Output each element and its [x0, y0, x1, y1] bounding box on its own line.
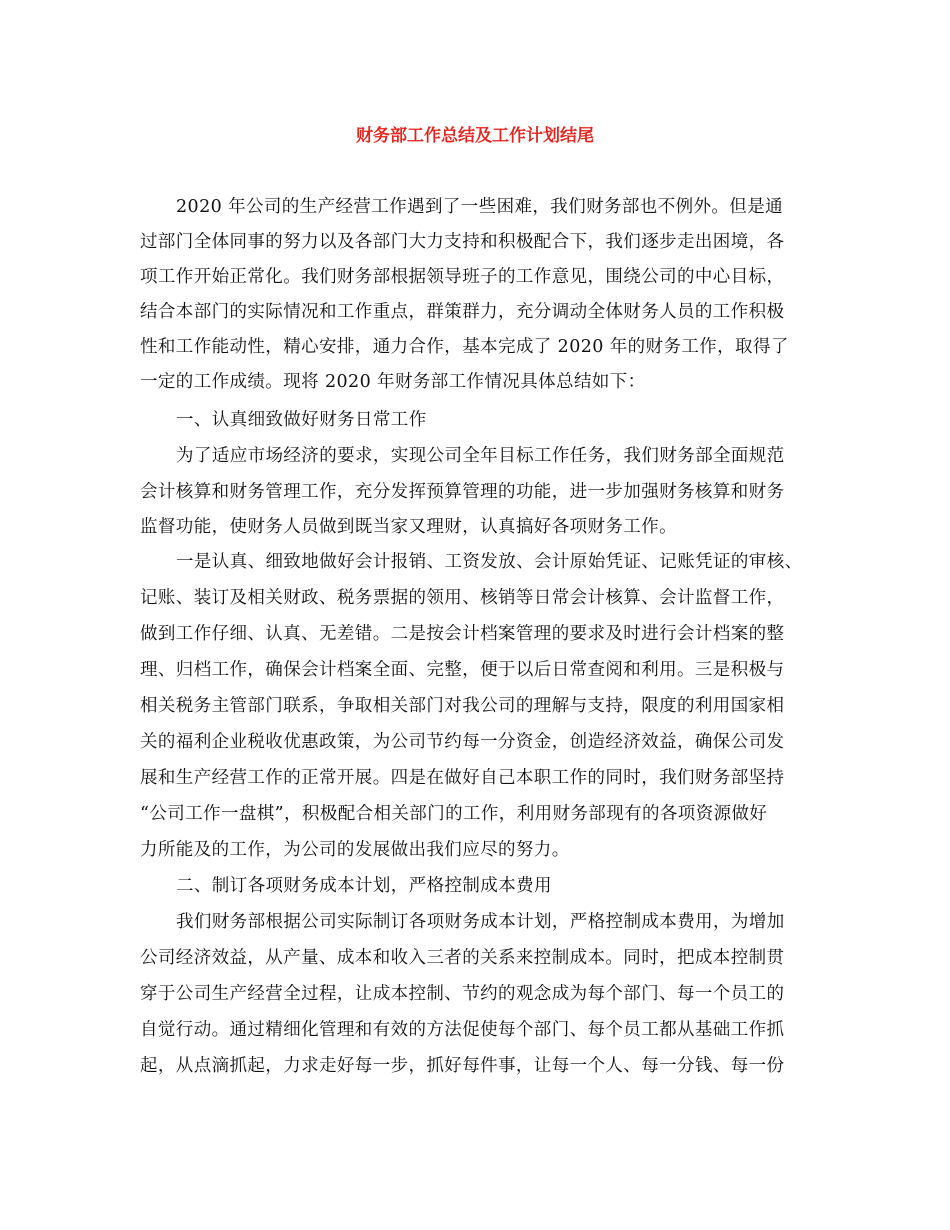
text-line: 展和生产经营工作的正常开展。四是在做好自己本职工作的同时，我们财务部坚持 — [140, 768, 785, 788]
text-line: 公司经济效益，从产量、成本和收入三者的关系来控制成本。同时，把成本控制贯 — [140, 948, 785, 968]
text-line: 做到工作仔细、认真、无差错。二是按会计档案管理的要求及时进行会计档案的整 — [140, 624, 785, 644]
text-line: 穿于公司生产经营全过程，让成本控制、节约的观念成为每个部门、每一个员工的 — [140, 984, 785, 1004]
text-line: 项工作开始正常化。我们财务部根据领导班子的工作意见，围绕公司的中心目标， — [140, 267, 785, 287]
text-line: 起，从点滴抓起，力求走好每一步，抓好每件事，让每一个人、每一分钱、每一份 — [140, 1056, 785, 1076]
text-line: “公司工作一盘棋”，积极配合相关部门的工作，利用财务部现有的各项资源做好 — [140, 804, 768, 824]
section-heading: 二、制订各项财务成本计划，严格控制成本费用 — [176, 876, 552, 896]
section-heading: 一、认真细致做好财务日常工作 — [176, 410, 427, 430]
text-line: 自觉行动。通过精细化管理和有效的方法促使每个部门、每个员工都从基础工作抓 — [140, 1020, 785, 1040]
text-line: 记账、装订及相关财政、税务票据的领用、核销等日常会计核算、会计监督工作， — [140, 588, 785, 608]
text-line: 性和工作能动性，精心安排，通力合作，基本完成了 2020 年的财务工作，取得了 — [140, 337, 789, 357]
document-title: 财务部工作总结及工作计划结尾 — [356, 126, 594, 146]
text-line: 理、归档工作，确保会计档案全面、完整，便于以后日常查阅和利用。三是积极与 — [140, 660, 785, 680]
text-line: 相关税务主管部门联系，争取相关部门对我公司的理解与支持，限度的利用国家相 — [140, 696, 785, 716]
text-line: 会计核算和财务管理工作，充分发挥预算管理的功能，进一步加强财务核算和财务 — [140, 482, 785, 502]
text-line: 结合本部门的实际情况和工作重点，群策群力，充分调动全体财务人员的工作积极 — [140, 302, 785, 322]
text-line: 我们财务部根据公司实际制订各项财务成本计划，严格控制成本费用，为增加 — [176, 912, 785, 932]
text-line: 力所能及的工作，为公司的发展做出我们应尽的努力。 — [140, 840, 570, 860]
text-line: 关的福利企业税收优惠政策，为公司节约每一分资金，创造经济效益，确保公司发 — [140, 732, 785, 752]
text-line: 过部门全体同事的努力以及各部门大力支持和积极配合下，我们逐步走出困境，各 — [140, 232, 785, 252]
text-line: 监督功能，使财务人员做到既当家又理财，认真搞好各项财务工作。 — [140, 517, 677, 537]
text-line: 一是认真、细致地做好会计报销、工资发放、会计原始凭证、记账凭证的审核、 — [176, 552, 803, 572]
text-line: 2020 年公司的生产经营工作遇到了一些困难，我们财务部也不例外。但是通 — [176, 197, 783, 217]
text-line: 一定的工作成绩。现将 2020 年财务部工作情况具体总结如下： — [140, 372, 646, 392]
text-line: 为了适应市场经济的要求，实现公司全年目标工作任务，我们财务部全面规范 — [176, 446, 785, 466]
